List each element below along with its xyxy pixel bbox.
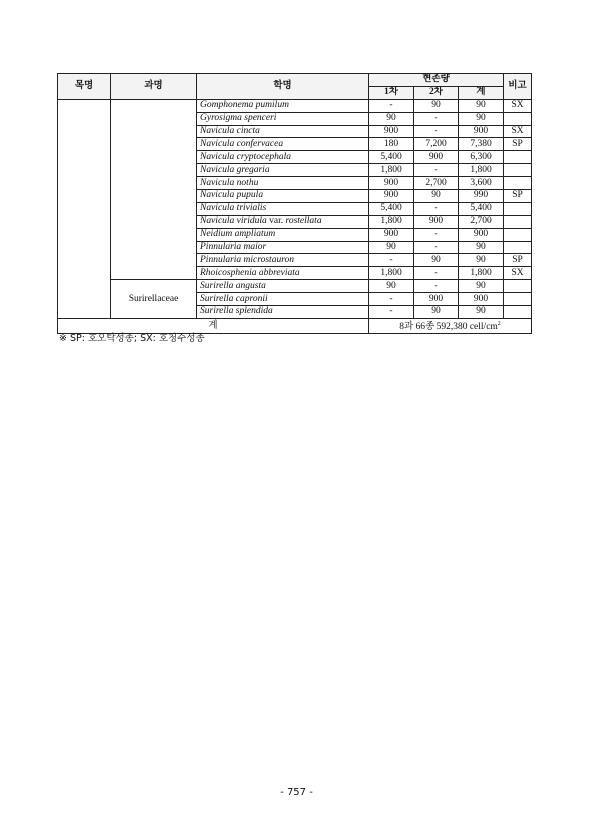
value-second: - xyxy=(414,112,459,125)
page-number: - 757 - xyxy=(280,787,313,798)
value-total: 5,400 xyxy=(459,202,504,215)
variety-abbrev: var. xyxy=(266,216,286,227)
remark xyxy=(504,306,532,319)
remark: SP xyxy=(504,138,532,151)
header-first: 1차 xyxy=(369,86,414,99)
header-remarks: 비고 xyxy=(504,74,532,100)
value-first: 1,800 xyxy=(369,215,414,228)
remark: SP xyxy=(504,190,532,203)
value-first: - xyxy=(369,254,414,267)
remark xyxy=(504,177,532,190)
value-total: 1,800 xyxy=(459,267,504,280)
family-cell xyxy=(111,99,197,279)
value-second: 90 xyxy=(414,99,459,112)
species-name-part: Navicula viridula xyxy=(200,216,267,227)
species-name: Gyrosigma spenceri xyxy=(197,112,369,125)
value-total: 7,380 xyxy=(459,138,504,151)
value-total: 90 xyxy=(459,306,504,319)
value-first: 1,800 xyxy=(369,267,414,280)
remark xyxy=(504,112,532,125)
value-first: 90 xyxy=(369,241,414,254)
remark xyxy=(504,228,532,241)
species-name: Navicula cryptocephala xyxy=(197,151,369,164)
species-name xyxy=(197,215,369,228)
value-total: 90 xyxy=(459,112,504,125)
species-name: Gomphonema pumilum xyxy=(197,99,369,112)
header-order: 목명 xyxy=(58,74,111,100)
header-second: 2차 xyxy=(414,86,459,99)
remark: SX xyxy=(504,267,532,280)
value-second: - xyxy=(414,125,459,138)
species-table xyxy=(57,73,532,334)
value-first: - xyxy=(369,306,414,319)
value-second: - xyxy=(414,280,459,293)
species-name: Pinnularia microstauron xyxy=(197,254,369,267)
header-family: 과명 xyxy=(111,74,197,100)
variety-epithet: rostellata xyxy=(285,216,322,227)
value-total: 90 xyxy=(459,280,504,293)
value-total: 3,600 xyxy=(459,177,504,190)
value-second: 2,700 xyxy=(414,177,459,190)
header-standing-crop: 현존량 xyxy=(369,74,504,87)
value-first: 90 xyxy=(369,280,414,293)
total-value-text: 8과 66종 592,380 cell/cm xyxy=(399,322,498,333)
value-second: 90 xyxy=(414,190,459,203)
value-second: - xyxy=(414,267,459,280)
total-label: 계 xyxy=(58,318,369,333)
value-first: - xyxy=(369,293,414,306)
value-second: - xyxy=(414,164,459,177)
order-cell xyxy=(58,99,111,318)
family-name: Surirellaceae xyxy=(111,280,197,319)
total-value-exponent: 2 xyxy=(497,320,501,327)
value-total: 6,300 xyxy=(459,151,504,164)
species-name: Neidium ampliatum xyxy=(197,228,369,241)
species-name: Navicula confervacea xyxy=(197,138,369,151)
value-second: 900 xyxy=(414,215,459,228)
value-first: - xyxy=(369,99,414,112)
value-first: 90 xyxy=(369,112,414,125)
value-first: 900 xyxy=(369,190,414,203)
value-first: 5,400 xyxy=(369,151,414,164)
remark xyxy=(504,241,532,254)
value-total: 90 xyxy=(459,241,504,254)
value-second: - xyxy=(414,228,459,241)
species-name: Navicula cincta xyxy=(197,125,369,138)
species-name: Surirella capronii xyxy=(197,293,369,306)
value-second: 900 xyxy=(414,151,459,164)
value-first: 5,400 xyxy=(369,202,414,215)
value-second: 900 xyxy=(414,293,459,306)
table-row xyxy=(58,280,532,293)
species-name: Navicula pupula xyxy=(197,190,369,203)
species-name: Surirella splendida xyxy=(197,306,369,319)
remark xyxy=(504,202,532,215)
value-first: 180 xyxy=(369,138,414,151)
value-total: 900 xyxy=(459,125,504,138)
value-second: 7,200 xyxy=(414,138,459,151)
value-first: 900 xyxy=(369,228,414,241)
value-total: 1,800 xyxy=(459,164,504,177)
value-total: 900 xyxy=(459,293,504,306)
value-total: 2,700 xyxy=(459,215,504,228)
value-second: - xyxy=(414,202,459,215)
species-name: Rhoicosphenia abbreviata xyxy=(197,267,369,280)
value-total: 900 xyxy=(459,228,504,241)
species-name: Surirella angusta xyxy=(197,280,369,293)
species-name: Navicula trivialis xyxy=(197,202,369,215)
remark: SP xyxy=(504,254,532,267)
value-first: 1,800 xyxy=(369,164,414,177)
value-first: 900 xyxy=(369,177,414,190)
value-second: - xyxy=(414,241,459,254)
total-value xyxy=(369,318,532,333)
remark xyxy=(504,151,532,164)
value-second: 90 xyxy=(414,254,459,267)
header-total: 계 xyxy=(459,86,504,99)
value-first: 900 xyxy=(369,125,414,138)
footnote: ※ SP: 호오탁성종; SX: 호청수성종 xyxy=(59,333,205,344)
remark: SX xyxy=(504,99,532,112)
value-second: 90 xyxy=(414,306,459,319)
remark: SX xyxy=(504,125,532,138)
header-scientific-name: 학명 xyxy=(197,74,369,100)
table-row xyxy=(58,99,532,112)
species-name: Navicula nothu xyxy=(197,177,369,190)
value-total: 990 xyxy=(459,190,504,203)
value-total: 90 xyxy=(459,254,504,267)
remark xyxy=(504,293,532,306)
value-total: 90 xyxy=(459,99,504,112)
remark xyxy=(504,164,532,177)
species-name: Navicula gregaria xyxy=(197,164,369,177)
remark xyxy=(504,280,532,293)
species-name: Pinnularia maior xyxy=(197,241,369,254)
remark xyxy=(504,215,532,228)
